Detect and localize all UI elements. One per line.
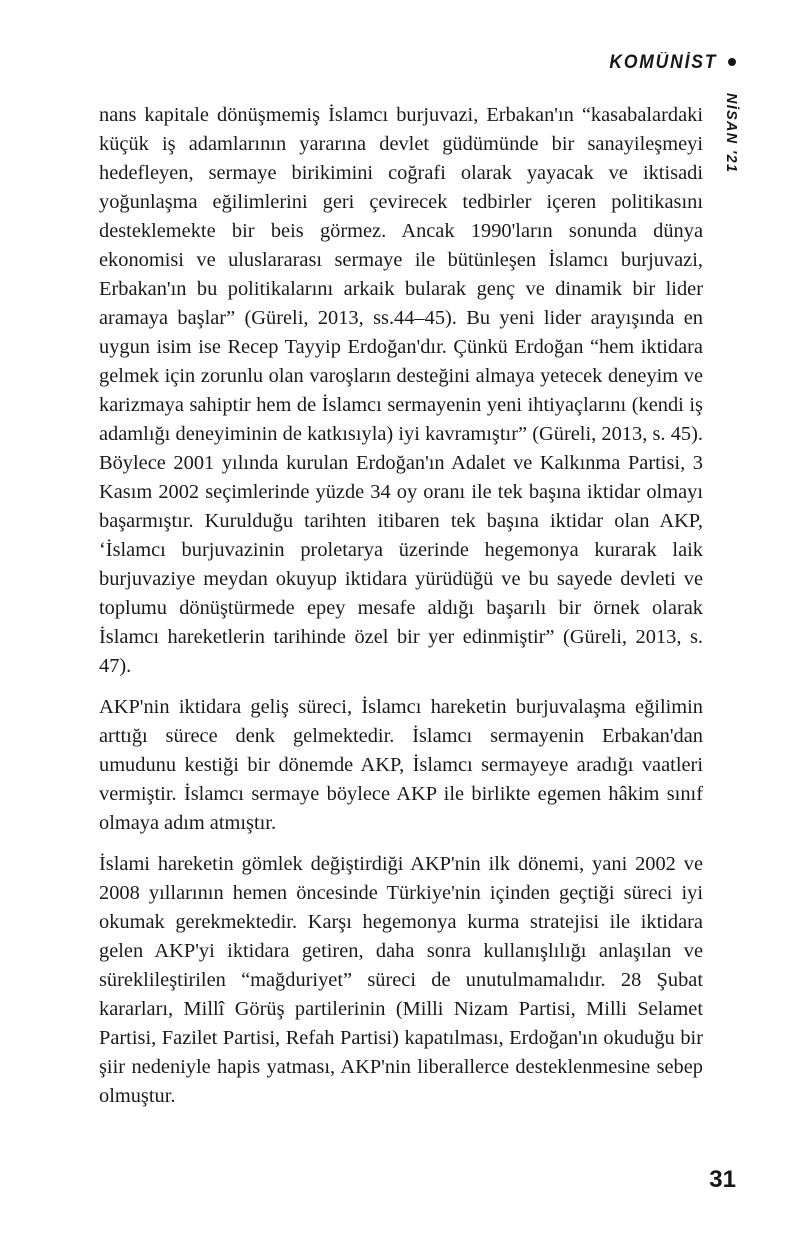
body-paragraph: İslami hareketin gömlek değiştirdiği AKP'nin ilk dönemi, yani 2002 ve 2008 yıllarının hemen öncesinde Türkiye'nin içinden geçtiği süreci iyi okumak gerekmektedir. Karşı hegemonya kurma stratejisi ile iktidara gelen AKP'yi iktidara getiren, daha sonra kullanışlılığı anlaşılan ve süreklileştirilen “mağduriyet” süreci de unutulmamalıdır. 28 Şubat kararları, Millî Görüş partilerinin (Milli Nizam Partisi, Milli Selamet Partisi, Fazilet Partisi, Refah Partisi) kapatılması, Erdoğan'ın okuduğu bir şiir nedeniyle hapis yatması, AKP'nin liberallerce desteklenmesine sebep olmuştur.	[99, 853, 703, 1107]
body-paragraph: nans kapitale dönüşmemiş İslamcı burjuvazi, Erbakan'ın “kasabalardaki küçük iş adamlarının yararına devlet güdümünde bir sanayileşmeyi hedefleyen, sermaye birikimini coğrafi olarak yayacak ve iktisadi yoğunlaşma eğilimlerini geri çevirecek tedbirler içeren politikasını desteklemekte bir beis görmez. Ancak 1990'ların sonunda dünya ekonomisi ve uluslararası sermaye ile bütünleşen İslamcı burjuvazi, Erbakan'ın bu politikalarını arkaik bularak genç ve dinamik bir lider aramaya başlar” (Güreli, 2013, ss.44–45). Bu yeni lider arayışında en uygun isim ise Recep Tayyip Erdoğan'dır. Çünkü Erdoğan “hem iktidara gelmek için zorunlu olan varoşların desteğini almaya yetecek deneyim ve karizmaya sahiptir hem de İslamcı sermayenin yeni ihtiyaçlarını (kendi iş adamlığı deneyiminin de katkısıyla) iyi kavramıştır” (Güreli, 2013, s. 45). Böylece 2001 yılında kurulan Erdoğan'ın Adalet ve Kalkınma Partisi, 3 Kasım 2002 seçimlerinde yüzde 34 oy oranı ile tek başına iktidar olmayı başarmıştır. Kurulduğu tarihten itibaren tek başına iktidar olan AKP, ‘İslamcı burjuvazinin proletarya üzerinde hegemonya kurarak laik burjuvaziye meydan okuyup iktidara yürüdüğü ve bu sayede devleti ve toplumu dönüştürmede epey mesafe aldığı başarılı bir örnek olarak İslamcı hareketlerin tarihinde özel bir yer edinmiştir” (Güreli, 2013, s. 47).	[99, 104, 703, 677]
page-number: 31	[709, 1166, 736, 1193]
body-paragraph: AKP'nin iktidara geliş süreci, İslamcı hareketin burjuvalaşma eğilimin arttığı sürece denk gelmektedir. İslamcı sermayenin Erbakan'dan umudunu kestiği bir dönemde AKP, İslamcı sermayeye aradığı vaatleri vermiştir. İslamcı sermaye böylece AKP ile birlikte egemen hâkim sınıf olmaya adım atmıştır.	[99, 696, 703, 834]
issue-date-label: NİSAN '21	[723, 93, 740, 174]
running-head	[600, 52, 736, 74]
bullet-dot-icon	[728, 58, 736, 66]
journal-title: KOMÜNİST	[609, 52, 717, 73]
body-text-column	[99, 101, 703, 1111]
